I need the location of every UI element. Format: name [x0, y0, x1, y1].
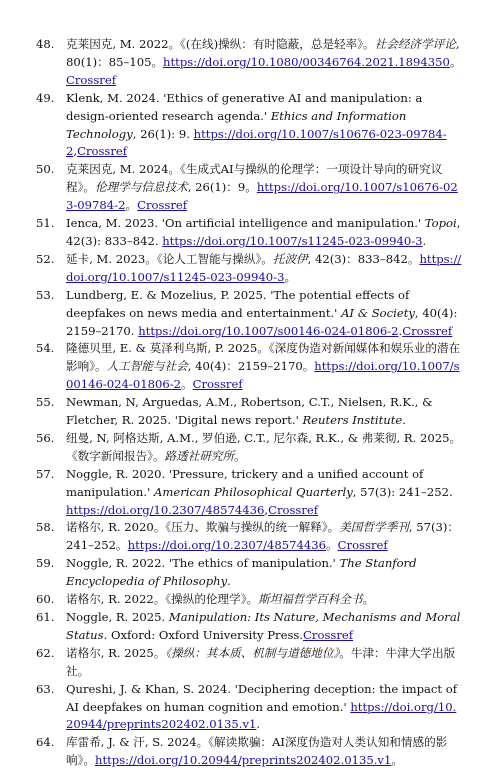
doi-link[interactable]: https://doi.org/10.2307/48574436 [127, 538, 327, 553]
ref-journal: 人工智能与社会 [106, 359, 188, 374]
reference-item [36, 555, 462, 591]
crossref-link[interactable]: Crossref [337, 538, 388, 553]
reference-item: 63. Qureshi, J. & Khan, S. 2024. 'Deciphering deception: the impact of AI deepfakes on human cognition and emotion.' https://doi.org/10.20944/preprints202402.0135.v1. [36, 681, 458, 732]
ref-text: 克莱因克, M. 2024。《生成式AI与操纵的伦理学：一项设计导向的研究议程》。 [66, 162, 443, 195]
crossref-link[interactable]: Crossref [303, 627, 354, 642]
ref-journal: Reuters Institute [302, 413, 403, 428]
ref-number: 63. [36, 681, 55, 696]
ref-number: 53. [36, 287, 55, 302]
ref-details: , 57(3)：241–252。 [66, 520, 459, 553]
ref-journal: Manipulation: Its Nature, Mechanisms and Moral Status [66, 610, 461, 642]
doi-link[interactable]: https://doi.org/10.1007/s11245-023-09940-3 [162, 233, 423, 248]
doi-link[interactable]: https://doi.org/10.1007/s10676-023-09784-2 [66, 180, 458, 213]
ref-text: Klenk, M. 2024. 'Ethics of generative AI and manipulation: a design-oriented research agenda.' [66, 90, 423, 123]
ref-text: 纽曼, N, 阿格达斯, A.M., 罗伯逊, C.T., 尼尔森, R.K., & 弗莱彻, R. 2025。《数字新闻报告》。 [66, 430, 462, 463]
reference-item: 51. Ienca, M. 2023. 'On artificial intelligence and manipulation.' Topoi, 42(3): 833–842. https://doi.org/10.1007/s11245-023-09940-3. [36, 216, 461, 248]
reference-item: 49. Klenk, M. 2024. 'Ethics of generative AI and manipulation: a design-oriented research agenda.' Ethics and Information Technology, 26(1): 9. https://doi.org/10.1007/s10676-023-09784-2,Crossref [36, 90, 447, 159]
doi-link[interactable]: https://doi.org/10.1007/s11245-023-09940-3 [66, 251, 462, 284]
ref-text: 诺格尔, R. 2022。《操纵的伦理学》。 [66, 592, 259, 607]
reference-item: 57. Noggle, R. 2020. 'Pressure, trickery and a unified account of manipulation.' American Philosophical Quarterly, 57(3): 241–252. https://doi.org/10.2307/48574436,Crossref [36, 466, 453, 517]
ref-text: Ienca, M. 2023. 'On artificial intelligence and manipulation.' [66, 216, 425, 231]
doi-link[interactable]: https://doi.org/10.1007/s00146-024-01806-2 [138, 323, 399, 338]
ref-details: , 57(3): 241–252. [352, 484, 453, 499]
ref-text: 诺格尔, R. 2020。《压力、欺骗与操纵的统一解释》。 [66, 520, 340, 535]
ref-details: , 26(1)：9。 [187, 180, 257, 195]
ref-text: Newman, N, Arguedas, A.M., Robertson, C.T., Nielsen, R.K., & Fletcher, R. 2025. 'Digital news report.' [66, 395, 433, 428]
doi-link[interactable]: https://doi.org/10.20944/preprints202402.0135.v1 [66, 699, 457, 732]
ref-journal: The Stanford Encyclopedia of Philosophy [66, 556, 417, 589]
crossref-link[interactable]: Crossref [66, 72, 116, 87]
crossref-link[interactable]: Crossref [192, 377, 243, 392]
ref-number: 51. [36, 216, 55, 231]
reference-item: 64. 库雷希, J. & 汗, S. 2024。《解读欺骗：AI深度伪造对人类认知和情感的影响》。https://doi.org/10.20944/preprints202402.0135.v1。 [36, 735, 448, 768]
doi-link[interactable]: https://doi.org/10.2307/48574436 [66, 502, 265, 517]
ref-number: 57. [36, 466, 55, 481]
ref-details: , 40(4): 2159–2170. [66, 305, 458, 338]
ref-journal: 美国哲学季刊 [339, 520, 409, 535]
ref-number: 56. [36, 430, 55, 445]
ref-text: Noggle, R. 2022. 'The ethics of manipulation.' [66, 556, 340, 571]
ref-journal: 路透社研究所 [164, 448, 235, 463]
crossref-link[interactable]: Crossref [77, 144, 128, 159]
ref-text: 隆德贝里, E. & 莫泽利乌斯, P. 2025。《深度伪造对新闻媒体和娱乐业的潜在影响》。 [66, 341, 461, 374]
reference-item [36, 609, 462, 645]
crossref-link[interactable]: Crossref [402, 323, 453, 338]
reference-item [36, 394, 462, 430]
reference-item: 48. 克莱因克, M. 2022。《(在线)操纵：有时隐蔽，总是轻率》。社会经济学评论, 80(1)：85–105。https://doi.org/10.1080/00346764.2021.1894350。Crossref [36, 37, 462, 87]
ref-journal: Topoi [424, 216, 457, 231]
ref-details: , 42(3): 833–842. [66, 216, 461, 248]
ref-number: 54. [36, 341, 55, 356]
ref-text: 克莱因克, M. 2022。《(在线)操纵：有时隐蔽，总是轻率》。 [66, 37, 375, 51]
ref-journal: 托波伊 [272, 251, 308, 266]
ref-text: Noggle, R. 2020. 'Pressure, trickery and a unified account of manipulation.' [66, 466, 424, 499]
ref-text: Noggle, R. 2025. [66, 610, 169, 624]
ref-details: . [402, 413, 406, 428]
ref-number: 64. [36, 735, 55, 750]
ref-text: 延卡, M. 2023。《论人工智能与操纵》。 [66, 251, 273, 266]
ref-text: 库雷希, J. & 汗, S. 2024。《解读欺骗：AI深度伪造对人类认知和情感的影响》。 [66, 735, 448, 768]
reference-item [36, 645, 462, 681]
reference-item: 54. 隆德贝里, E. & 莫泽利乌斯, P. 2025。《深度伪造对新闻媒体和娱乐业的潜在影响》。人工智能与社会, 40(4)：2159–2170。https://doi.org/10.1007/s00146-024-01806-2。Crossref [36, 341, 461, 392]
ref-details: , 42(3)：833–842。 [307, 251, 420, 266]
ref-journal: AI & Society [341, 305, 415, 320]
reference-list [36, 36, 462, 770]
ref-journal: 伦理学与信息技术 [94, 180, 188, 195]
reference-item: 50. 克莱因克, M. 2024。《生成式AI与操纵的伦理学：一项设计导向的研究议程》。伦理学与信息技术, 26(1)：9。https://doi.org/10.1007/s10676-023-09784-2。Crossref [36, 162, 458, 213]
ref-details: , 40(4)：2159–2170。 [187, 359, 315, 374]
ref-number: 52. [36, 251, 55, 266]
ref-details: 。牛津：牛津大学出版社。 [66, 645, 456, 678]
ref-journal: 斯坦福哲学百科全书 [258, 592, 363, 607]
reference-item: 52. 延卡, M. 2023。《论人工智能与操纵》。托波伊, 42(3)：833–842。https://doi.org/10.1007/s11245-023-09940-3。 [36, 251, 462, 284]
doi-link[interactable]: https://doi.org/10.1007/s00146-024-01806-2 [66, 359, 460, 392]
reference-item [36, 591, 462, 609]
ref-number: 62. [36, 645, 55, 660]
ref-journal: 《操纵：其本质、机制与道德地位》 [165, 645, 340, 660]
reference-item: 58. 诺格尔, R. 2020。《压力、欺骗与操纵的统一解释》。美国哲学季刊, 57(3)：241–252。https://doi.org/10.2307/48574436。Crossref [36, 520, 459, 553]
ref-journal: Ethics and Information Technology [66, 108, 407, 141]
ref-number: 49. [36, 90, 55, 105]
doi-link[interactable]: https://doi.org/10.20944/preprints202402.0135.v1 [94, 753, 392, 768]
ref-text: Qureshi, J. & Khan, S. 2024. 'Deciphering deception: the impact of AI deepfakes on human cognition and emotion.' [66, 681, 458, 714]
ref-number: 60. [36, 592, 55, 607]
ref-text: 诺格尔, R. 2025。 [66, 645, 166, 660]
ref-number: 55. [36, 395, 55, 410]
ref-number: 48. [36, 37, 55, 51]
ref-number: 50. [36, 162, 55, 177]
doi-link[interactable]: https://doi.org/10.1080/00346764.2021.1894350 [163, 54, 450, 69]
crossref-link[interactable]: Crossref [137, 198, 188, 213]
reference-item [36, 430, 462, 466]
doi-link[interactable]: https://doi.org/10.1007/s10676-023-09784-2 [66, 126, 447, 159]
crossref-link[interactable]: Crossref [268, 502, 319, 517]
ref-details: , 80(1)：85–105。 [66, 37, 460, 69]
ref-details: 。 [234, 448, 246, 463]
ref-number: 58. [36, 520, 55, 535]
ref-details: . Oxford: Oxford University Press. [103, 627, 304, 642]
ref-number: 59. [36, 556, 55, 571]
ref-number: 61. [36, 610, 55, 624]
ref-journal: 社会经济学评论 [374, 37, 456, 51]
ref-journal: American Philosophical Quarterly [153, 484, 353, 499]
ref-details: 。 [362, 592, 375, 607]
ref-details: , 26(1): 9. [132, 126, 194, 141]
reference-item: 53. Lundberg, E. & Mozelius, P. 2025. 'The potential effects of deepfakes on news media and entertainment.' AI & Society, 40(4): 2159–2170. https://doi.org/10.1007/s00146-024-01806-2.Crossref [36, 287, 458, 338]
ref-text: Lundberg, E. & Mozelius, P. 2025. 'The potential effects of deepfakes on news media and entertainment.' [66, 287, 410, 320]
ref-details: . [227, 574, 231, 589]
